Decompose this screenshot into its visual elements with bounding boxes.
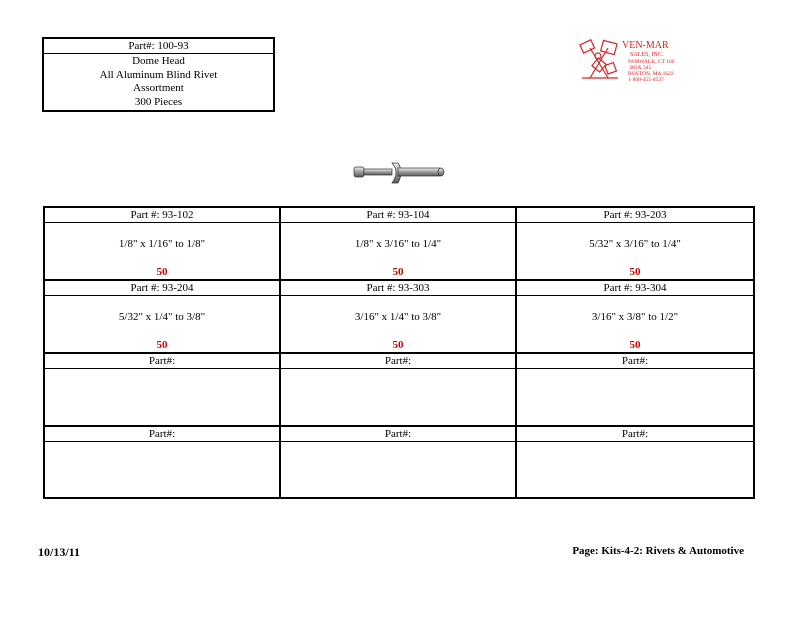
rivet-size: 1/8" x 1/16" to 1/8" [118,238,206,250]
logo-line-3: BOX 345 [630,65,652,71]
part-cell [45,281,281,354]
part-number: Part #: 93-304 [517,281,753,296]
part-number: Part #: 93-203 [517,208,753,223]
part-number: Part#: [281,427,515,442]
part-number: Part#: [517,427,753,442]
part-cell [281,281,517,354]
quantity: 50 [156,266,168,278]
logo-brand-text: VEN-MAR [622,40,669,51]
logo-line-1: SALES, INC. [630,52,664,58]
rivet-size: 5/32" x 3/16" to 1/4" [589,238,681,250]
rivet-size: 3/16" x 3/8" to 1/2" [591,311,679,323]
venmar-logo [578,38,708,84]
quantity: 50 [629,339,641,351]
rivet-image [352,153,448,193]
part-cell [281,354,517,427]
kit-desc-line-2: All Aluminum Blind Rivet [99,68,218,81]
part-cell [517,427,753,497]
footer-page-label: Page: Kits-4-2: Rivets & Automotive [572,545,744,557]
part-number: Part #: 93-204 [45,281,279,296]
kit-desc-line-3: Assortment [133,82,184,94]
part-cell [45,208,281,281]
footer-date: 10/13/11 [38,545,81,559]
kit-desc-line-4: 300 Pieces [134,95,183,108]
part-cell [281,208,517,281]
part-cell [45,354,281,427]
part-cell [517,281,753,354]
part-number: Part#: [45,427,279,442]
part-cell [517,354,753,427]
kit-desc-line-1: Dome Head [132,55,185,67]
part-cell [517,208,753,281]
part-number: Part#: [517,354,753,369]
part-cell [281,427,517,497]
kit-part-number: Part#: 100-93 [44,39,273,54]
quantity: 50 [392,266,404,278]
rivet-size: 1/8" x 3/16" to 1/4" [354,238,442,250]
quantity: 50 [629,266,641,278]
rivet-size: 5/32" x 1/4" to 3/8" [118,311,206,323]
logo-line-4: BOSTON, MA 1622 [628,71,674,77]
part-cell [45,427,281,497]
part-number: Part#: [45,354,279,369]
quantity: 50 [392,339,404,351]
part-number: Part #: 93-303 [281,281,515,296]
quantity: 50 [156,339,168,351]
part-number: Part#: [281,354,515,369]
part-number: Part #: 93-102 [45,208,279,223]
logo-line-2: NORWALK, CT 100 [628,59,675,65]
rivet-size: 3/16" x 1/4" to 3/8" [354,311,442,323]
part-number: Part #: 93-104 [281,208,515,223]
kit-info-box [42,37,275,112]
parts-grid [43,206,755,499]
logo-line-5: 1-800-455-0537 [628,77,664,83]
